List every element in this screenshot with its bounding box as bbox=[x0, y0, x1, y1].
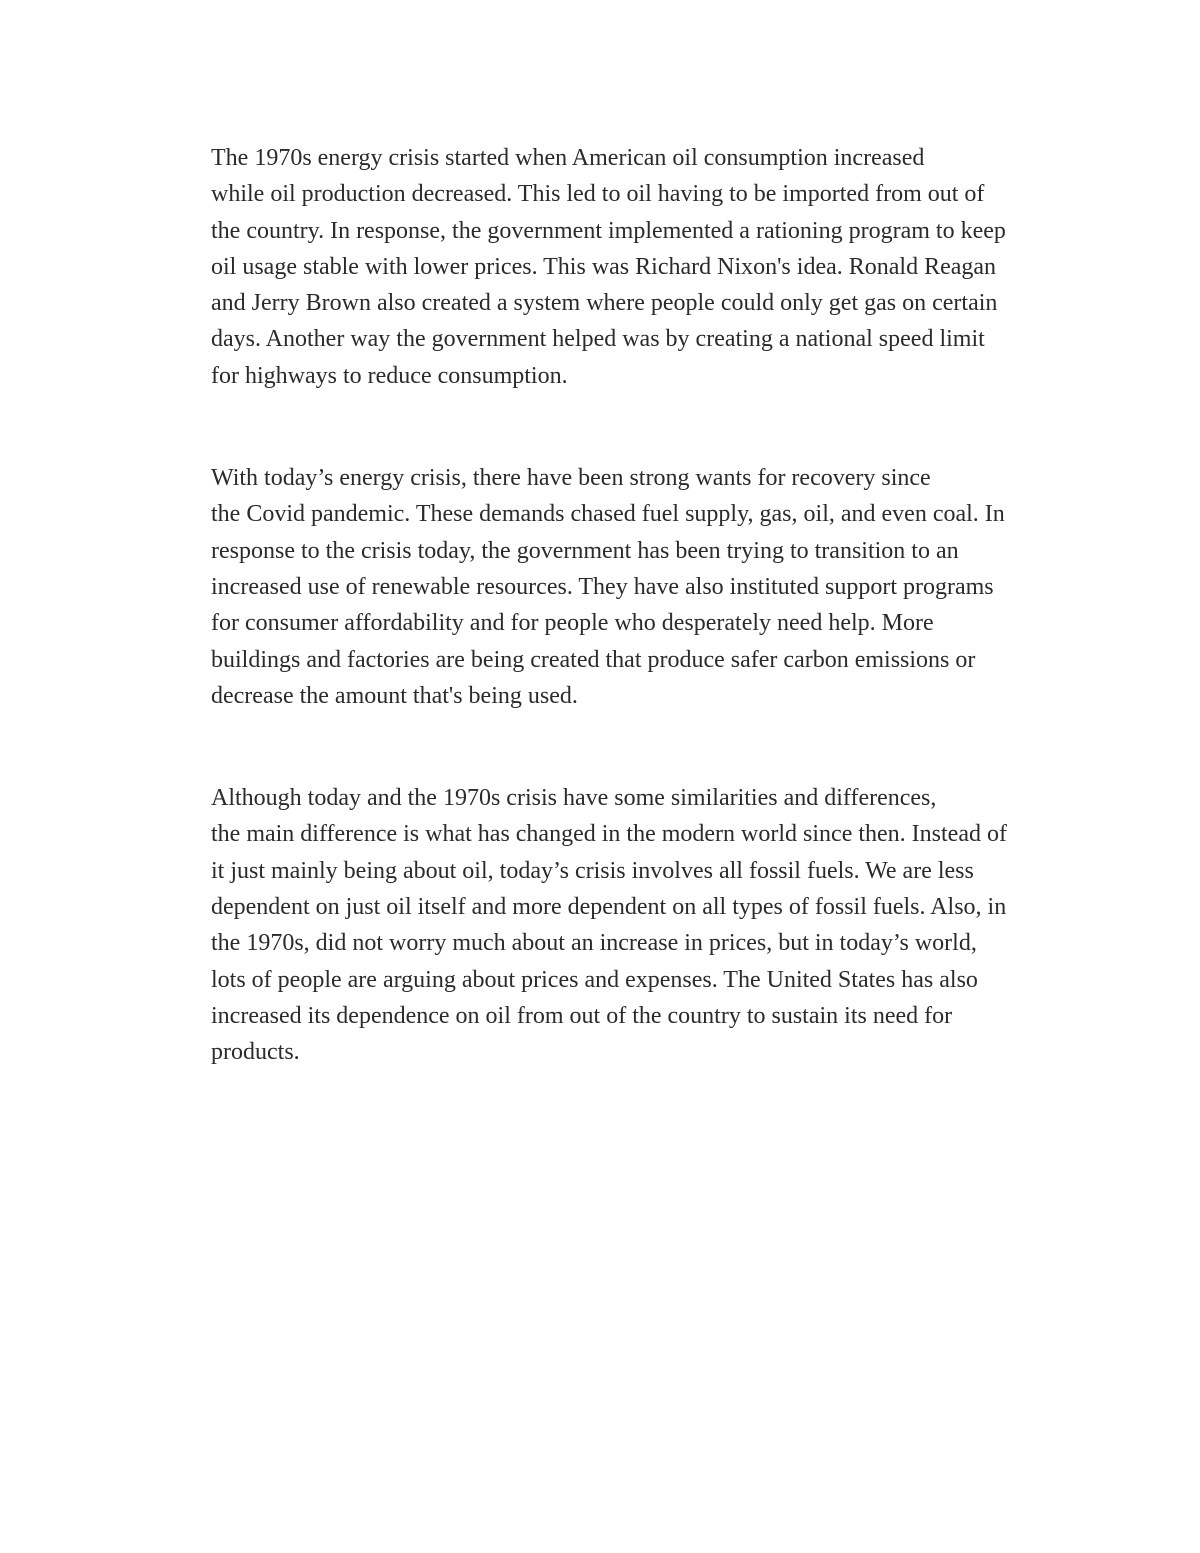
text-line: oil usage stable with lower prices. This was Richard Nixon's idea. Ronald Reagan bbox=[211, 253, 997, 280]
paragraph-comparison bbox=[141, 780, 1061, 1070]
text-line: Although today and the 1970s crisis have some similarities and differences, bbox=[211, 785, 937, 812]
text-line: the 1970s, did not worry much about an increase in prices, but in today’s world, bbox=[211, 930, 977, 957]
text-line: products. bbox=[211, 1039, 300, 1066]
text-line: while oil production decreased. This led to oil having to be imported from out of bbox=[211, 181, 985, 208]
text-line: for highways to reduce consumption. bbox=[211, 362, 568, 389]
paragraph-1970s-crisis bbox=[141, 140, 1061, 394]
text-line: the main difference is what has changed in the modern world since then. Instead of bbox=[211, 821, 1007, 848]
text-line: response to the crisis today, the government has been trying to transition to an bbox=[211, 537, 959, 564]
text-line: With today’s energy crisis, there have been strong wants for recovery since bbox=[211, 465, 931, 492]
text-line: the Covid pandemic. These demands chased fuel supply, gas, oil, and even coal. In bbox=[211, 501, 1005, 528]
text-line: increased use of renewable resources. They have also instituted support programs bbox=[211, 573, 994, 600]
text-line: days. Another way the government helped was by creating a national speed limit bbox=[211, 326, 985, 353]
document-body bbox=[141, 140, 1061, 1071]
text-line: increased its dependence on oil from out of the country to sustain its need for bbox=[211, 1002, 953, 1029]
text-line: buildings and factories are being created that produce safer carbon emissions or bbox=[211, 646, 976, 673]
text-line: dependent on just oil itself and more dependent on all types of fossil fuels. Also, in bbox=[211, 894, 1007, 921]
text-line: for consumer affordability and for people who desperately need help. More bbox=[211, 610, 934, 637]
text-line: The 1970s energy crisis started when American oil consumption increased bbox=[211, 145, 925, 171]
paragraph-todays-crisis bbox=[141, 460, 1061, 714]
text-line: the country. In response, the government implemented a rationing program to keep bbox=[211, 217, 1006, 244]
text-line: it just mainly being about oil, today’s crisis involves all fossil fuels. We are less bbox=[211, 857, 974, 884]
text-line: and Jerry Brown also created a system where people could only get gas on certain bbox=[211, 290, 998, 317]
text-line: lots of people are arguing about prices and expenses. The United States has also bbox=[211, 966, 978, 993]
text-line: decrease the amount that's being used. bbox=[211, 682, 578, 709]
